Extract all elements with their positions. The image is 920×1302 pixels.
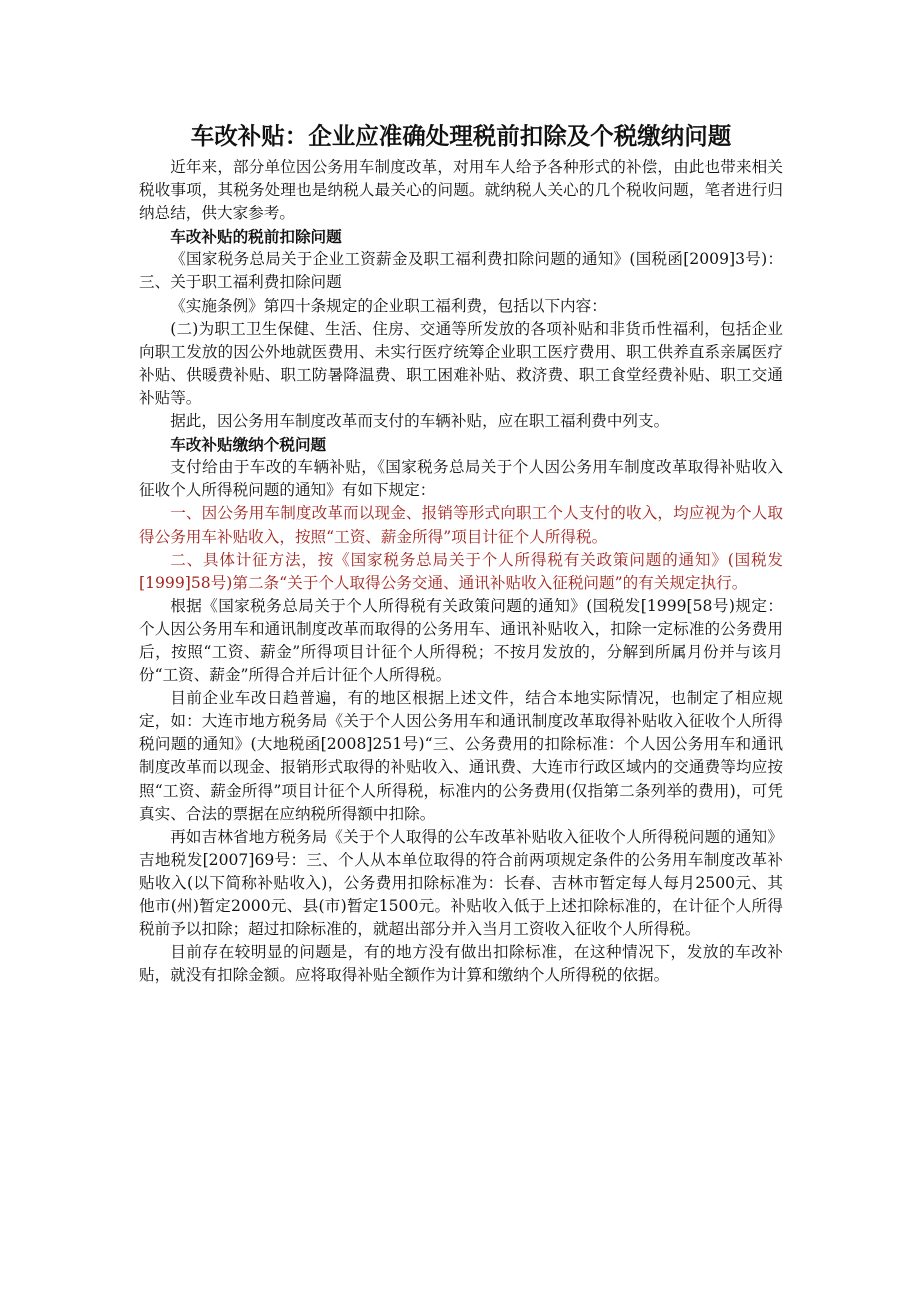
paragraph: 一、因公务用车制度改革而以现金、报销等形式向职工个人支付的收入，均应视为个人取得公务用车补贴收入，按照“工资、薪金所得”项目计征个人所得税。 <box>139 504 783 546</box>
paragraph: 目前存在较明显的问题是，有的地方没有做出扣除标准，在这种情况下，发放的车改补贴，就没有扣除金额。应将取得补贴全额作为计算和缴纳个人所得税的依据。 <box>139 943 783 985</box>
paragraph: 二、具体计征方法，按《国家税务总局关于个人所得税有关政策问题的通知》(国税发[1999]58号)第二条“关于个人取得公务交通、通讯补贴收入征税问题”的有关规定执行。 <box>139 550 783 592</box>
paragraph: 支付给由于车改的车辆补贴，《国家税务总局关于个人因公务用车制度改革取得补贴收入征收个人所得税问题的通知》有如下规定： <box>139 458 783 500</box>
paragraph: 再如吉林省地方税务局《关于个人取得的公车改革补贴收入征收个人所得税问题的通知》吉地税发[2007]69号：三、个人从本单位取得的符合前两项规定条件的公务用车制度改革补贴收入(以下简称补贴收入)，公务费用扣除标准为：长春、吉林市暂定每人每月2500元、其他市(州)暂定2000元、县(市)暂定1500元。补贴收入低于上述扣除标准的，在计征个人所得税前予以扣除；超过扣除标准的，就超出部分并入当月工资收入征收个人所得税。 <box>139 827 783 939</box>
section-heading: 车改补贴的税前扣除问题 <box>170 227 342 247</box>
document-page <box>139 120 783 987</box>
document-title: 车改补贴：企业应准确处理税前扣除及个税缴纳问题 <box>190 122 732 150</box>
paragraph: 《国家税务总局关于企业工资薪金及职工福利费扣除问题的通知》(国税函[2009]3号)：三、关于职工福利费扣除问题 <box>139 250 783 292</box>
paragraph: 根据《国家税务总局关于个人所得税有关政策问题的通知》(国税发[1999[58号)规定：个人因公务用车和通讯制度改革而取得的公务用车、通讯补贴收入，扣除一定标准的公务费用后，按照“工资、薪金”所得项目计征个人所得税；不按月发放的，分解到所属月份并与该月份“工资、薪金”所得合并后计征个人所得税。 <box>139 596 783 685</box>
paragraph: 《实施条例》第四十条规定的企业职工福利费，包括以下内容： <box>170 296 607 315</box>
section-heading: 车改补贴缴纳个税问题 <box>170 435 327 455</box>
paragraph: 据此，因公务用车制度改革而支付的车辆补贴，应在职工福利费中列支。 <box>170 412 670 431</box>
paragraph: 目前企业车改日趋普遍，有的地区根据上述文件，结合本地实际情况，也制定了相应规定，如：大连市地方税务局《关于个人因公务用车和通讯制度改革取得补贴收入征收个人所得税问题的通知》(大地税函[2008]251号)“三、公务费用的扣除标准：个人因公务用车和通讯制度改革而以现金、报销形式取得的补贴收入、通讯费、大连市行政区域内的交通费等均应按照“工资、薪金所得”项目计征个人所得税，标准内的公务费用(仅指第二条列举的费用)，可凭真实、合法的票据在应纳税所得额中扣除。 <box>139 689 783 823</box>
paragraph: (二)为职工卫生保健、生活、住房、交通等所发放的各项补贴和非货币性福利，包括企业向职工发放的因公外地就医费用、未实行医疗统筹企业职工医疗费用、职工供养直系亲属医疗补贴、供暖费补贴、职工防暑降温费、职工困难补贴、救济费、职工食堂经费补贴、职工交通补贴等。 <box>139 319 783 407</box>
paragraph: 近年来，部分单位因公务用车制度改革，对用车人给予各种形式的补偿，由此也带来相关税收事项，其税务处理也是纳税人最关心的问题。就纳税人关心的几个税收问题，笔者进行归纳总结，供大家参考。 <box>139 158 783 223</box>
document-body <box>139 156 783 987</box>
